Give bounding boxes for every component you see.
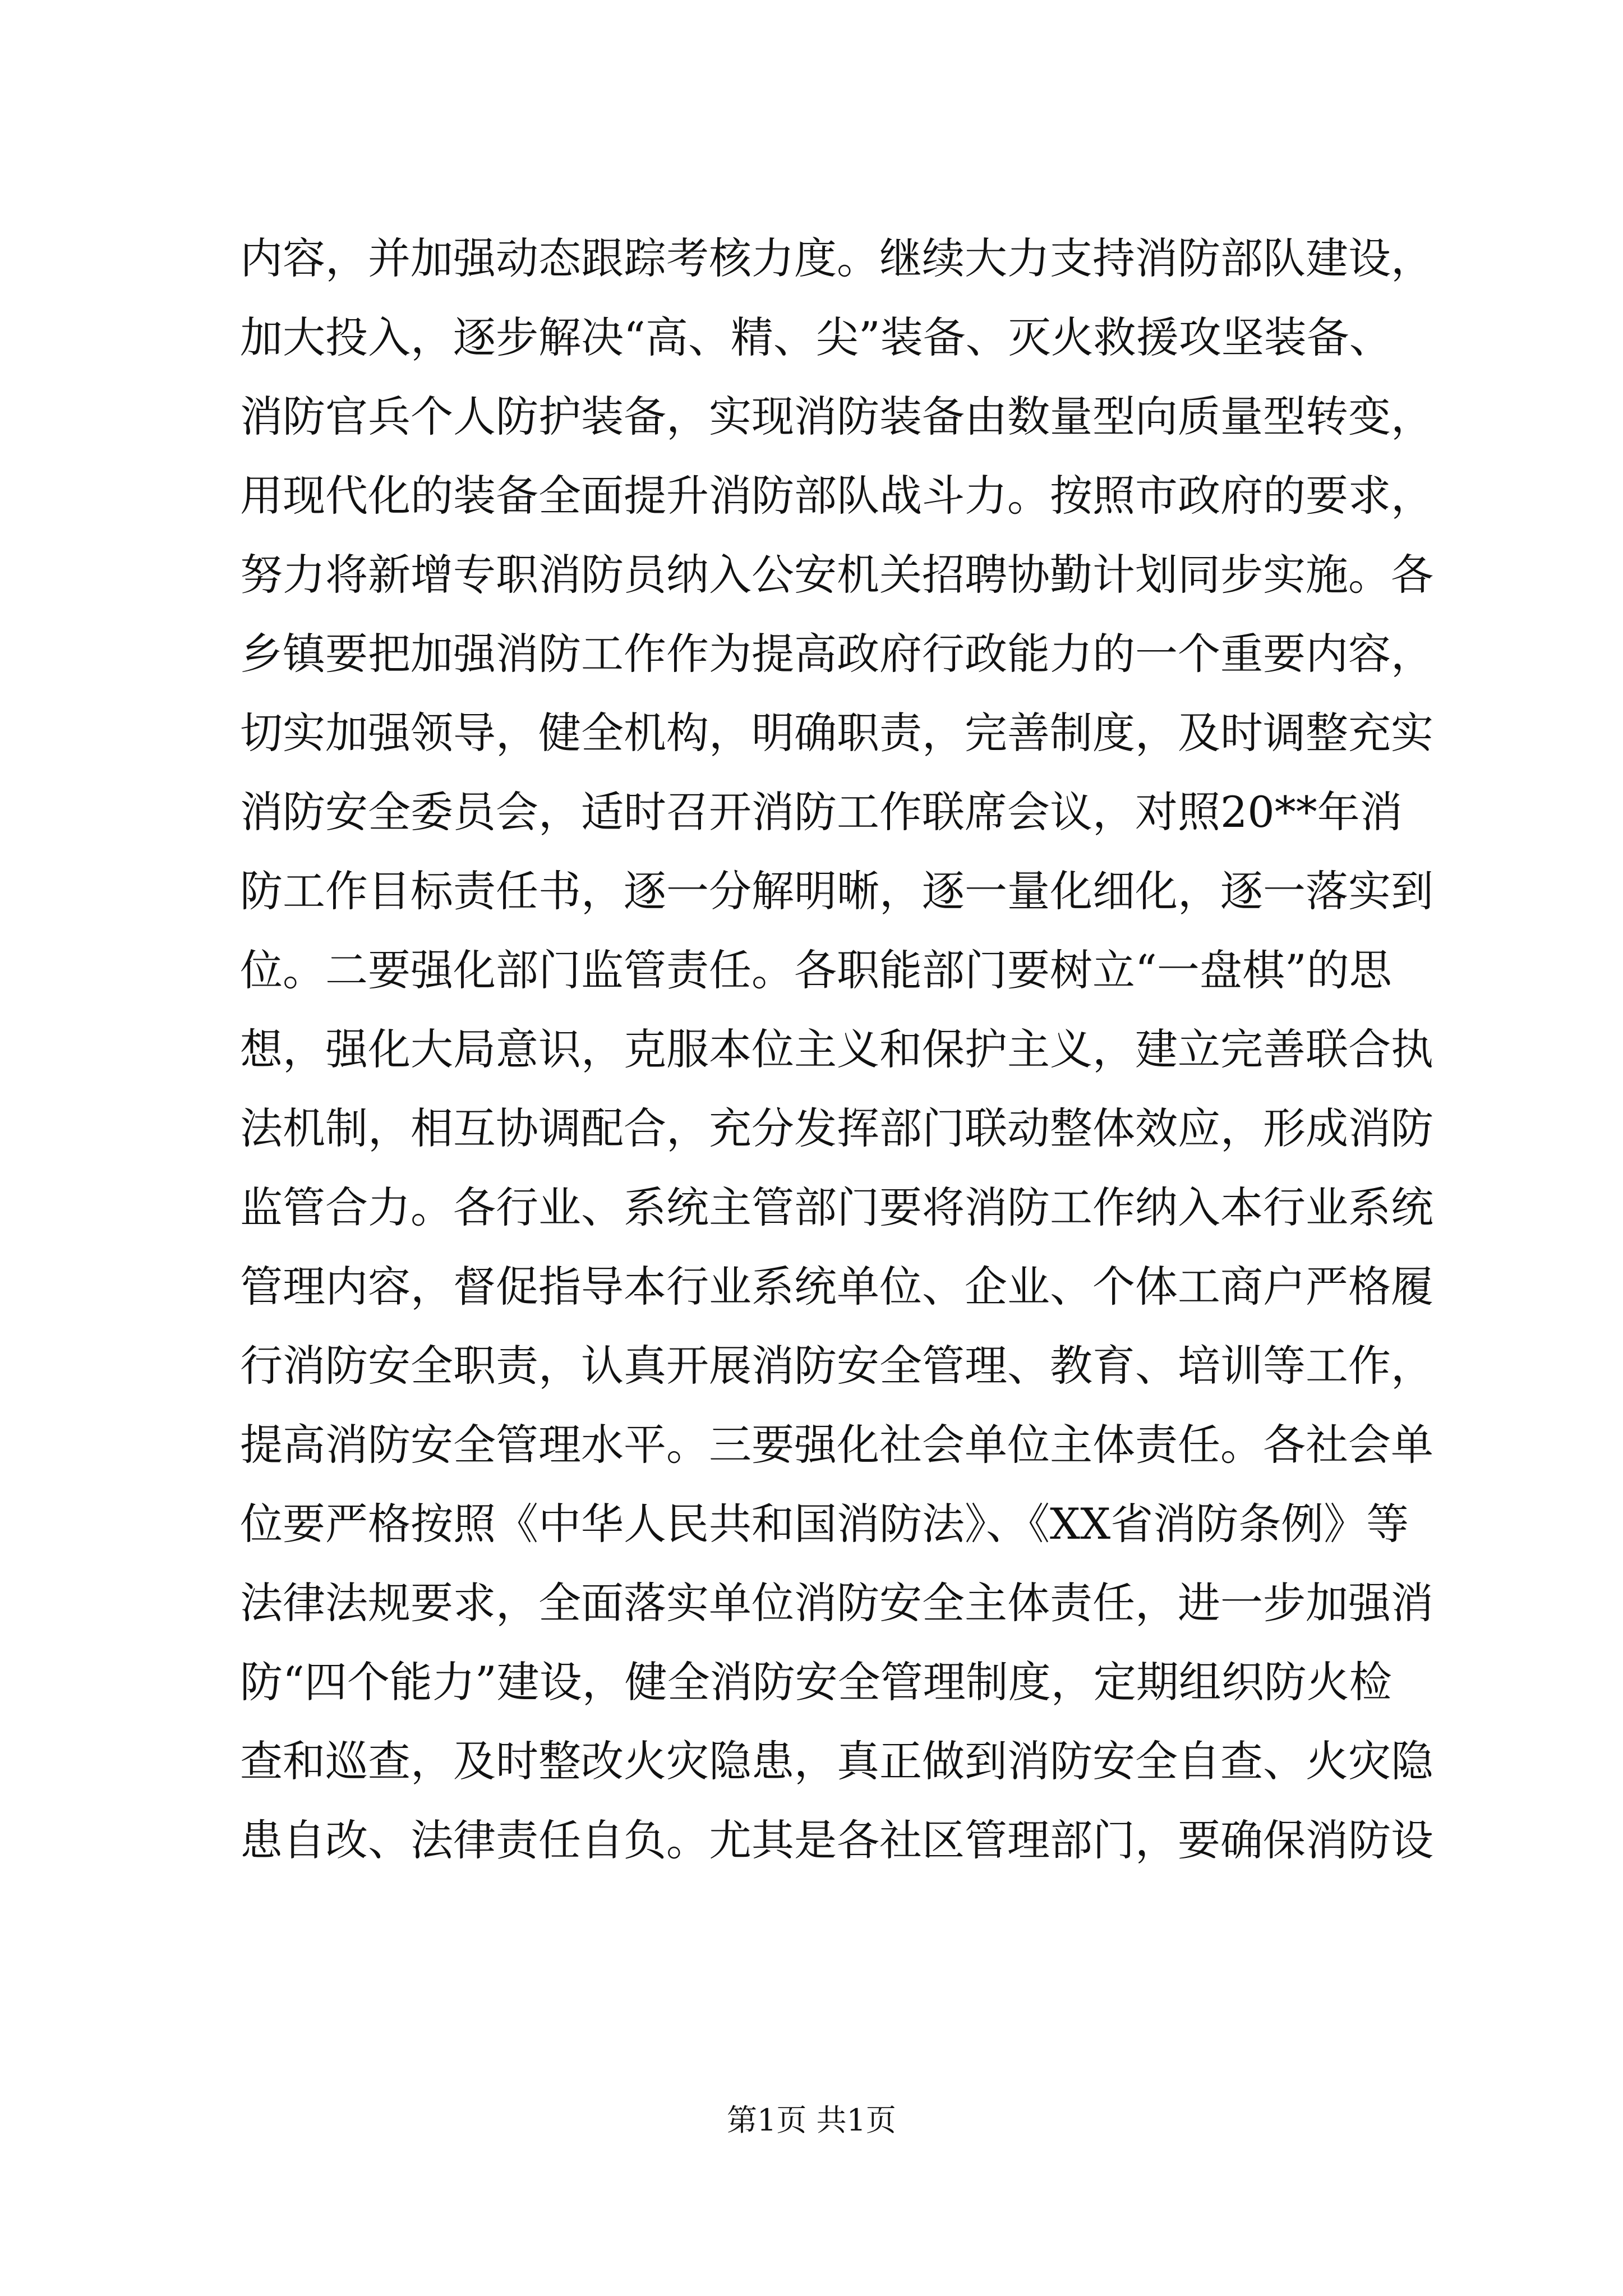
text-line: 法律法规要求，全面落实单位消防安全主体责任，进一步加强消	[240, 1578, 1433, 1628]
text-line: 内容，并加强动态跟踪考核力度。继续大力支持消防部队建设，	[240, 233, 1433, 283]
page-footer: 第1页 共1页	[727, 2102, 896, 2138]
text-line: 位要严格按照《中华人民共和国消防法》、《XX省消防条例》等	[240, 1499, 1409, 1549]
text-line: 提高消防安全管理水平。三要强化社会单位主体责任。各社会单	[240, 1420, 1433, 1470]
text-line: 患自改、法律责任自负。尤其是各社区管理部门，要确保消防设	[240, 1815, 1433, 1865]
text-line: 位。二要强化部门监管责任。各职能部门要树立“一盘棋”的思	[240, 945, 1392, 995]
text-line: 查和巡查，及时整改火灾隐患，真正做到消防安全自查、火灾隐	[240, 1736, 1433, 1786]
text-line: 想，强化大局意识，克服本位主义和保护主义，建立完善联合执	[240, 1024, 1433, 1074]
text-line: 防“四个能力”建设，健全消防安全管理制度，定期组织防火检	[240, 1657, 1392, 1707]
text-line: 消防官兵个人防护装备，实现消防装备由数量型向质量型转变，	[240, 392, 1433, 441]
text-line: 防工作目标责任书，逐一分解明晰，逐一量化细化，逐一落实到	[240, 866, 1433, 916]
text-line: 行消防安全职责，认真开展消防安全管理、教育、培训等工作，	[240, 1341, 1433, 1391]
body-paragraph	[240, 219, 1433, 1880]
text-line: 切实加强领导，健全机构，明确职责，完善制度，及时调整充实	[240, 708, 1433, 758]
text-line: 加大投入，逐步解决“高、精、尖”装备、灭火救援攻坚装备、	[240, 312, 1392, 362]
text-line: 管理内容，督促指导本行业系统单位、企业、个体工商户严格履	[240, 1262, 1433, 1312]
text-line: 用现代化的装备全面提升消防部队战斗力。按照市政府的要求，	[240, 471, 1433, 521]
text-line: 法机制，相互协调配合，充分发挥部门联动整体效应，形成消防	[240, 1103, 1433, 1153]
text-line: 消防安全委员会，适时召开消防工作联席会议，对照20**年消	[240, 787, 1403, 837]
text-line: 监管合力。各行业、系统主管部门要将消防工作纳入本行业系统	[240, 1182, 1433, 1232]
text-line: 努力将新增专职消防员纳入公安机关招聘协勤计划同步实施。各	[240, 550, 1433, 600]
text-line: 乡镇要把加强消防工作作为提高政府行政能力的一个重要内容，	[240, 629, 1433, 679]
